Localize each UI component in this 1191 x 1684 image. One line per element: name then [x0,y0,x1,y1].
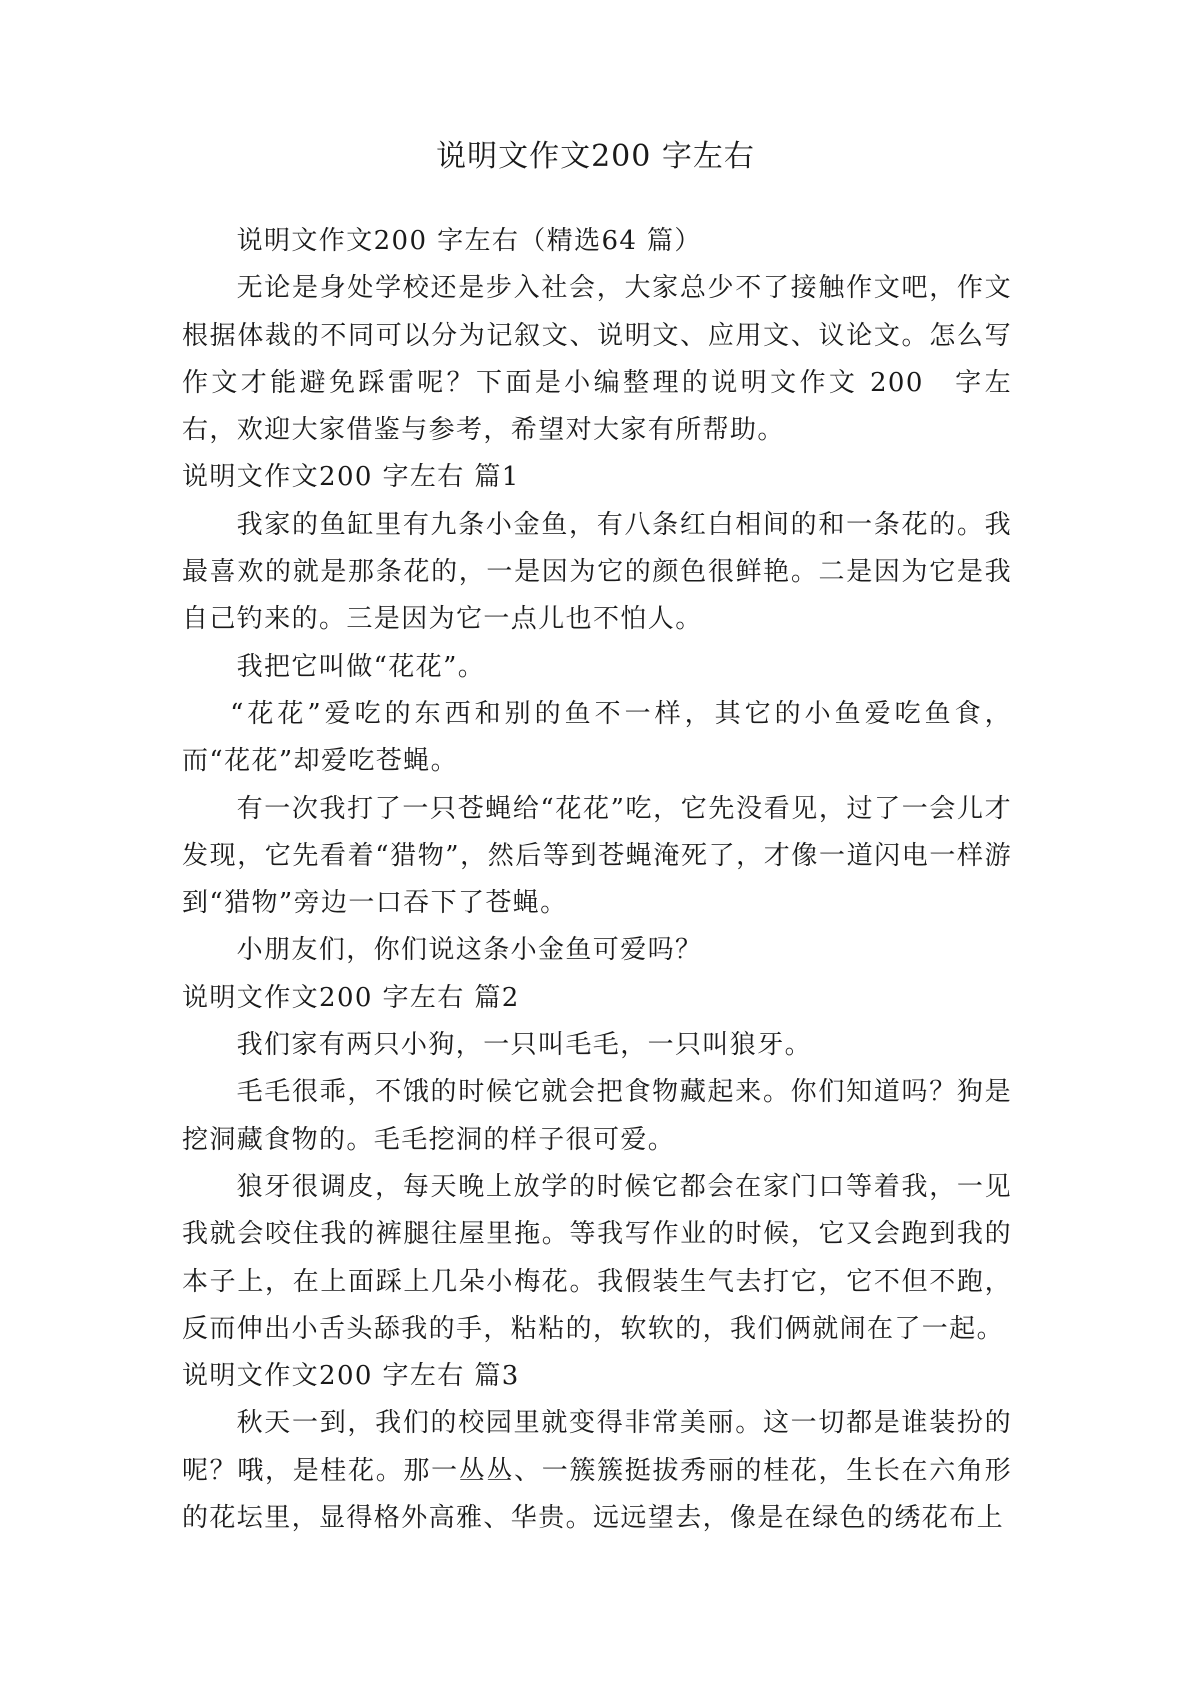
paragraph: 有一次我打了一只苍蝇给“花花”吃，它先没看见，过了一会儿才发现，它先看着“猎物”，然后等到苍蝇淹死了，才像一道闪电一样游到“猎物”旁边一口吞下了苍蝇。 [182,793,1012,919]
section-heading-3: 说明文作文200 字左右 篇3 [182,1361,520,1392]
paragraph: 毛毛很乖，不饿的时候它就会把食物藏起来。你们知道吗？狗是挖洞藏食物的。毛毛挖洞的样子很可爱。 [182,1077,1012,1155]
document-subtitle: 说明文作文200 字左右（精选64 篇） [236,226,702,256]
paragraph: 秋天一到，我们的校园里就变得非常美丽。这一切都是谁装扮的呢？哦，是桂花。那一丛丛、一簇簇挺拔秀丽的桂花，生长在六角形的花坛里，显得格外高雅、华贵。远远望去，像是在绿色的绣花布上 [182,1408,1012,1534]
intro-paragraph: 无论是身处学校还是步入社会，大家总少不了接触作文吧，作文根据体裁的不同可以分为记叙文、说明文、应用文、议论文。怎么写作文才能避免踩雷呢？下面是小编整理的说明文作文 200 字左右，欢迎大家借鉴与参考，希望对大家有所帮助。 [182,273,1012,446]
section-heading-1: 说明文作文200 字左右 篇1 [182,462,520,493]
document-title: 说明文作文200 字左右 [436,139,755,174]
paragraph: “花花”爱吃的东西和别的鱼不一样，其它的小鱼爱吃鱼食，而“花花”却爱吃苍蝇。 [182,698,1012,777]
paragraph: 狼牙很调皮，每天晚上放学的时候它都会在家门口等着我，一见我就会咬住我的裤腿往屋里拖。等我写作业的时候，它又会跑到我的本子上，在上面踩上几朵小梅花。我假装生气去打它，它不但不跑，反而伸出小舌头舔我的手，粘粘的，软软的，我们俩就闹在了一起。 [182,1171,1012,1344]
paragraph: 我把它叫做“花花”。 [236,651,486,682]
paragraph: 我家的鱼缸里有九条小金鱼，有八条红白相间的和一条花的。我最喜欢的就是那条花的，一是因为它的颜色很鲜艳。二是因为它是我自己钓来的。三是因为它一点儿也不怕人。 [182,509,1012,635]
document-body [182,218,1012,1542]
paragraph: 小朋友们，你们说这条小金鱼可爱吗？ [236,935,703,966]
paragraph: 我们家有两只小狗，一只叫毛毛，一只叫狼牙。 [236,1030,812,1061]
section-heading-2: 说明文作文200 字左右 篇2 [182,982,520,1013]
